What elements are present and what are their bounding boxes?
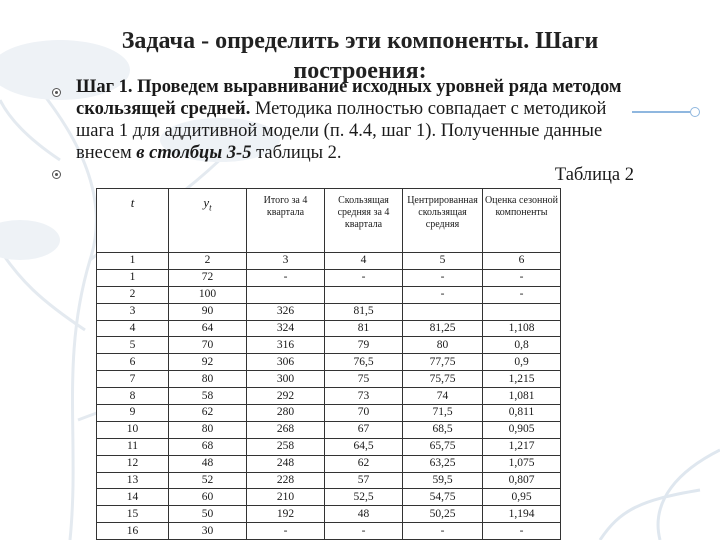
table-cell: 4 (325, 253, 403, 270)
table-cell: 1,081 (483, 388, 561, 405)
table-cell: 292 (247, 388, 325, 405)
table-cell: 100 (169, 286, 247, 303)
table-row (97, 253, 561, 270)
table-cell: - (403, 286, 483, 303)
table-cell: 72 (169, 269, 247, 286)
table-cell: 12 (97, 455, 169, 472)
table-cell: - (483, 523, 561, 540)
table-cell: 62 (325, 455, 403, 472)
table-cell: 64,5 (325, 438, 403, 455)
table-cell: - (403, 269, 483, 286)
table-cell: 14 (97, 489, 169, 506)
table-cell: - (483, 269, 561, 286)
step-paragraph (76, 76, 636, 164)
table-cell: 268 (247, 421, 325, 438)
table-cell: 68 (169, 438, 247, 455)
table-cell: 1,217 (483, 438, 561, 455)
table-cell: 1,194 (483, 506, 561, 523)
table-cell: 81 (325, 320, 403, 337)
table-cell: 258 (247, 438, 325, 455)
table-cell: - (247, 523, 325, 540)
table-row (97, 523, 561, 540)
header-t: t (97, 189, 169, 253)
table-cell: 70 (169, 337, 247, 354)
table-cell: 77,75 (403, 354, 483, 371)
table-body (97, 253, 561, 540)
table-cell: 9 (97, 405, 169, 422)
table-cell: 90 (169, 303, 247, 320)
table-cell: 67 (325, 421, 403, 438)
table-cell: 63,25 (403, 455, 483, 472)
table-cell: 1,215 (483, 371, 561, 388)
header-seasonal-estimate: Оценка сезонной компоненты (483, 189, 561, 253)
table-cell: 280 (247, 405, 325, 422)
table-cell: 1,075 (483, 455, 561, 472)
table-cell: 70 (325, 405, 403, 422)
table-cell: 3 (97, 303, 169, 320)
table-row (97, 438, 561, 455)
table-row (97, 388, 561, 405)
table-cell: 0,905 (483, 421, 561, 438)
table-cell: 68,5 (403, 421, 483, 438)
table-cell: - (325, 269, 403, 286)
table-row (97, 472, 561, 489)
table-cell: 71,5 (403, 405, 483, 422)
table-cell: 52 (169, 472, 247, 489)
table-cell: 326 (247, 303, 325, 320)
table-row (97, 506, 561, 523)
table-header-row (97, 189, 561, 253)
table-cell: 228 (247, 472, 325, 489)
table-cell: 5 (403, 253, 483, 270)
table-cell: 316 (247, 337, 325, 354)
table-cell: 10 (97, 421, 169, 438)
table-row (97, 303, 561, 320)
table-cell: 75,75 (403, 371, 483, 388)
data-table (96, 188, 561, 540)
table-cell: 62 (169, 405, 247, 422)
table-cell: 210 (247, 489, 325, 506)
table-cell: 6 (97, 354, 169, 371)
table-cell: 13 (97, 472, 169, 489)
table-cell: 79 (325, 337, 403, 354)
table-cell: 64 (169, 320, 247, 337)
table-cell: 2 (97, 286, 169, 303)
table-cell: 2 (169, 253, 247, 270)
table-cell: 192 (247, 506, 325, 523)
table-cell: 0,811 (483, 405, 561, 422)
table-cell: 65,75 (403, 438, 483, 455)
table-cell: 59,5 (403, 472, 483, 489)
table-cell: 80 (169, 371, 247, 388)
table-row (97, 337, 561, 354)
table-cell: 92 (169, 354, 247, 371)
bullet-icon (52, 170, 61, 179)
table-cell: 52,5 (325, 489, 403, 506)
table-row (97, 489, 561, 506)
decorative-circle-icon (690, 107, 700, 117)
bullet-icon (52, 88, 61, 97)
table-cell: - (325, 523, 403, 540)
table-cell: 30 (169, 523, 247, 540)
table-cell: 76,5 (325, 354, 403, 371)
table-row (97, 286, 561, 303)
table-cell: 11 (97, 438, 169, 455)
table-cell (483, 303, 561, 320)
step-heading: Шаг 1. Проведем выравнивание исходных уровней ряда методом скользящей средней. (76, 77, 622, 119)
table-cell: 306 (247, 354, 325, 371)
table-cell: 6 (483, 253, 561, 270)
table-cell: 248 (247, 455, 325, 472)
table-cell: 3 (247, 253, 325, 270)
header-centered-moving-average: Центрированная скользящая средняя (403, 189, 483, 253)
table-cell: 7 (97, 371, 169, 388)
table-cell: 0,8 (483, 337, 561, 354)
header-total-4-quarters: Итого за 4 квартала (247, 189, 325, 253)
table-cell: 50,25 (403, 506, 483, 523)
table-cell: 48 (325, 506, 403, 523)
decorative-line (632, 111, 690, 113)
table-cell: 58 (169, 388, 247, 405)
table-row (97, 405, 561, 422)
step-text-1: Методика полностью совпадает с методикой шага 1 для аддитивной модели (п. 4.4, шаг 1). Полученные данные внесем (76, 99, 607, 163)
table-row (97, 421, 561, 438)
table-cell: 80 (403, 337, 483, 354)
table-cell: 50 (169, 506, 247, 523)
header-yt: $y_t$ (169, 189, 247, 253)
table-cell: 300 (247, 371, 325, 388)
table-cell: 5 (97, 337, 169, 354)
table-cell: 1,108 (483, 320, 561, 337)
step-emphasis: в столбцы 3-5 (136, 143, 252, 163)
table-label: Таблица 2 (554, 165, 634, 185)
table-row (97, 455, 561, 472)
step-text-2: таблицы 2. (251, 143, 342, 163)
slide-title: Задача - определить эти компоненты. Шаги построения: (121, 28, 599, 84)
table-row (97, 269, 561, 286)
table-cell: 81,25 (403, 320, 483, 337)
table-cell: 48 (169, 455, 247, 472)
table-cell: - (483, 286, 561, 303)
table-cell: 8 (97, 388, 169, 405)
table-cell: 54,75 (403, 489, 483, 506)
table-cell: 0,807 (483, 472, 561, 489)
table-row (97, 320, 561, 337)
table-row (97, 354, 561, 371)
table-cell: 15 (97, 506, 169, 523)
table-cell (325, 286, 403, 303)
table-cell: 1 (97, 253, 169, 270)
table-cell: 0,95 (483, 489, 561, 506)
table-cell: 0,9 (483, 354, 561, 371)
table-cell: 74 (403, 388, 483, 405)
table-cell: 81,5 (325, 303, 403, 320)
header-moving-average: Скользящая средняя за 4 квартала (325, 189, 403, 253)
table-cell: 57 (325, 472, 403, 489)
table-cell: 4 (97, 320, 169, 337)
table-cell: - (247, 269, 325, 286)
table-row (97, 371, 561, 388)
table-cell: - (403, 523, 483, 540)
table-cell (403, 303, 483, 320)
table-cell: 80 (169, 421, 247, 438)
table-cell (247, 286, 325, 303)
table-cell: 1 (97, 269, 169, 286)
table-cell: 60 (169, 489, 247, 506)
table-cell: 73 (325, 388, 403, 405)
table-cell: 324 (247, 320, 325, 337)
table-cell: 16 (97, 523, 169, 540)
table-cell: 75 (325, 371, 403, 388)
